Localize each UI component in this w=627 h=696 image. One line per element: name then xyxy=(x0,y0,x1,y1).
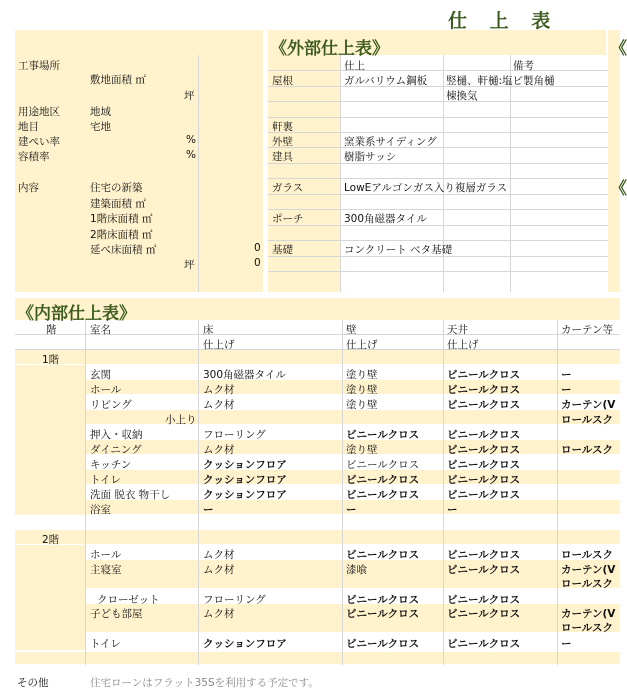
bottom-band-bg xyxy=(15,652,620,664)
coverage-label: 建ぺい率 xyxy=(18,136,60,148)
room-yuka: フローリング xyxy=(203,429,266,441)
room-tenjo: ビニールクロス xyxy=(447,369,521,381)
room-curtain: ロールスク xyxy=(561,414,613,426)
total-tsubo-value: 0 xyxy=(254,257,261,269)
room-curtain-2: ロールスク xyxy=(561,622,613,634)
room-yuka: ムク材 xyxy=(203,549,235,561)
room-yuka: クッションフロア xyxy=(203,638,287,650)
ext-finish-wall: 窯業系サイディング xyxy=(344,136,437,148)
room-kabe: ビニールクロス xyxy=(346,489,420,501)
room-kabe: ビニールクロス xyxy=(346,549,420,561)
content-value: 住宅の新築 xyxy=(90,182,143,194)
room-kabe: ビニールクロス xyxy=(346,429,420,441)
exterior-heading: 《外部仕上表》 xyxy=(270,39,389,59)
room-curtain: カーテン(V xyxy=(561,564,616,576)
zone-value: 地域 xyxy=(90,106,111,118)
room-name: ホール xyxy=(90,384,122,396)
room-yuka: ー xyxy=(203,504,214,516)
ext-finish-porch: 300角磁器タイル xyxy=(344,213,427,225)
room-name: リビング xyxy=(90,399,132,411)
floor1-area-label: 1階床面積 ㎡ xyxy=(90,213,153,225)
room-curtain: ー xyxy=(561,384,572,396)
exterior-col-note: 備考 xyxy=(513,60,534,72)
room-name: 玄関 xyxy=(90,369,111,381)
int-col-room: 室名 xyxy=(90,324,111,336)
ext-finish-fittings: 樹脂サッシ xyxy=(344,151,397,163)
room-yuka: ムク材 xyxy=(203,608,235,620)
room-tenjo: ビニールクロス xyxy=(447,489,521,501)
total-tsubo-label: 坪 xyxy=(184,259,195,271)
room-tenjo: ビニールクロス xyxy=(447,459,521,471)
room-tenjo: ビニールクロス xyxy=(447,638,521,650)
room-name: 洗面 脱衣 物干し xyxy=(90,489,171,501)
floor1-band-bg xyxy=(15,350,620,364)
page-title: 仕 上 表 xyxy=(448,10,559,32)
ext-note-roof-2: 棟換気 xyxy=(446,90,478,102)
ext-part-foundation: 基礎 xyxy=(272,244,293,256)
room-name: 押入・収納 xyxy=(90,429,143,441)
interior-heading: 《内部仕上表》 xyxy=(17,304,136,324)
room-name: キッチン xyxy=(90,459,132,471)
room-kabe: 塗り壁 xyxy=(346,444,378,456)
room-kabe: ビニールクロス xyxy=(346,594,420,606)
zone-label: 用途地区 xyxy=(18,106,60,118)
room-tenjo: ビニールクロス xyxy=(447,564,521,576)
int-col-tenjo: 天井 xyxy=(447,324,468,336)
room-yuka: 300角磁器タイル xyxy=(203,369,286,381)
room-yuka: フローリング xyxy=(203,594,266,606)
room-yuka: クッションフロア xyxy=(203,474,287,486)
ext-finish-glass: LowEアルゴンガス入り複層ガラス xyxy=(344,182,508,194)
room-tenjo: ビニールクロス xyxy=(447,474,521,486)
floor2-band-bg xyxy=(15,530,620,544)
room-kabe: ビニールクロス xyxy=(346,474,420,486)
room-yuka: クッションフロア xyxy=(203,489,287,501)
ext-finish-foundation: コンクリート ベタ基礎 xyxy=(344,244,453,256)
building-area-label: 建築面積 ㎡ xyxy=(90,198,146,210)
tsubo-label: 坪 xyxy=(184,90,195,102)
room-tenjo: ビニールクロス xyxy=(447,608,521,620)
room-name: ダイニング xyxy=(90,444,142,456)
ext-part-porch: ポーチ xyxy=(272,213,304,225)
ext-finish-roof: ガルバリウム鋼板 xyxy=(344,75,428,87)
room-name: 浴室 xyxy=(90,504,111,516)
room-kabe: ー xyxy=(346,504,357,516)
int-col-kabe: 壁 xyxy=(346,324,357,336)
far-label: 容積率 xyxy=(18,151,50,163)
site-area-label: 敷地面積 ㎡ xyxy=(90,74,146,86)
coverage-unit: % xyxy=(186,134,196,146)
int-sub-kabe: 仕上げ xyxy=(346,339,378,351)
floor2-col-bg xyxy=(15,545,85,650)
other-label: その他 xyxy=(17,677,49,689)
int-col-curtain: カーテン等 xyxy=(561,324,613,336)
ext-part-glass: ガラス xyxy=(272,182,304,194)
land-label: 地目 xyxy=(18,121,39,133)
site-label: 工事場所 xyxy=(18,60,60,72)
room-name: 主寝室 xyxy=(90,564,122,576)
int-col-floor: 階 xyxy=(46,324,57,336)
room-tenjo: ビニールクロス xyxy=(447,429,521,441)
floor2-area-label: 2階床面積 ㎡ xyxy=(90,229,153,241)
other-text: 住宅ローンはフラット35Sを利用する予定です。 xyxy=(90,677,319,689)
exterior-col-finish: 仕上 xyxy=(344,60,365,72)
room-name: 小上り xyxy=(165,414,197,426)
room-yuka: クッションフロア xyxy=(203,459,287,471)
far-unit: % xyxy=(186,149,196,161)
room-tenjo: ビニールクロス xyxy=(447,384,521,396)
room-yuka: ムク材 xyxy=(203,564,235,576)
floor2-label: 2階 xyxy=(42,534,60,546)
total-area-value: 0 xyxy=(254,242,261,254)
room-curtain: カーテン(V xyxy=(561,608,616,620)
room-tenjo: ー xyxy=(447,504,458,516)
total-area-label: 延べ床面積 ㎡ xyxy=(90,244,157,256)
floor1-col-bg xyxy=(15,365,85,515)
room-name: トイレ xyxy=(90,474,121,486)
room-kabe: ビニールクロス xyxy=(346,459,420,471)
room-name: トイレ xyxy=(90,638,121,650)
land-value: 宅地 xyxy=(90,121,111,133)
room-yuka: ムク材 xyxy=(203,399,235,411)
int-col-yuka: 床 xyxy=(203,324,214,336)
room-kabe: 塗り壁 xyxy=(346,369,378,381)
room-name: クローゼット xyxy=(97,594,160,606)
right-edge-bg xyxy=(608,30,620,292)
room-tenjo: ビニールクロス xyxy=(447,444,521,456)
room-tenjo: ビニールクロス xyxy=(447,594,521,606)
room-name: 子ども部屋 xyxy=(90,608,143,620)
int-sub-yuka: 仕上げ xyxy=(203,339,235,351)
room-curtain: ー xyxy=(561,638,572,650)
ext-part-soffit: 軒裏 xyxy=(272,121,293,133)
room-tenjo: ビニールクロス xyxy=(447,549,521,561)
room-kabe: 漆喰 xyxy=(346,564,367,576)
room-kabe: ビニールクロス xyxy=(346,608,420,620)
room-kabe: 塗り壁 xyxy=(346,384,378,396)
floor1-label: 1階 xyxy=(42,354,60,366)
room-curtain: ロールスク xyxy=(561,549,613,561)
ext-note-roof: 竪樋、軒樋:塩ビ製角樋 xyxy=(446,75,555,87)
right-edge-fragment: 《 xyxy=(610,179,627,199)
ext-part-roof: 屋根 xyxy=(272,75,293,87)
room-kabe: 塗り壁 xyxy=(346,399,378,411)
room-name: ホール xyxy=(90,549,122,561)
ext-part-wall: 外壁 xyxy=(272,136,293,148)
room-tenjo: ビニールクロス xyxy=(447,399,521,411)
right-edge-fragment: 《 xyxy=(610,39,627,59)
room-curtain: カーテン(V xyxy=(561,399,616,411)
room-curtain-2: ロールスク xyxy=(561,578,613,590)
room-curtain: ー xyxy=(561,369,572,381)
int-sub-tenjo: 仕上げ xyxy=(447,339,479,351)
content-label: 内容 xyxy=(18,182,39,194)
ext-part-fittings: 建具 xyxy=(272,151,293,163)
room-yuka: ムク材 xyxy=(203,384,235,396)
room-curtain: ロールスク xyxy=(561,444,613,456)
room-yuka: ムク材 xyxy=(203,444,235,456)
room-kabe: ビニールクロス xyxy=(346,638,420,650)
